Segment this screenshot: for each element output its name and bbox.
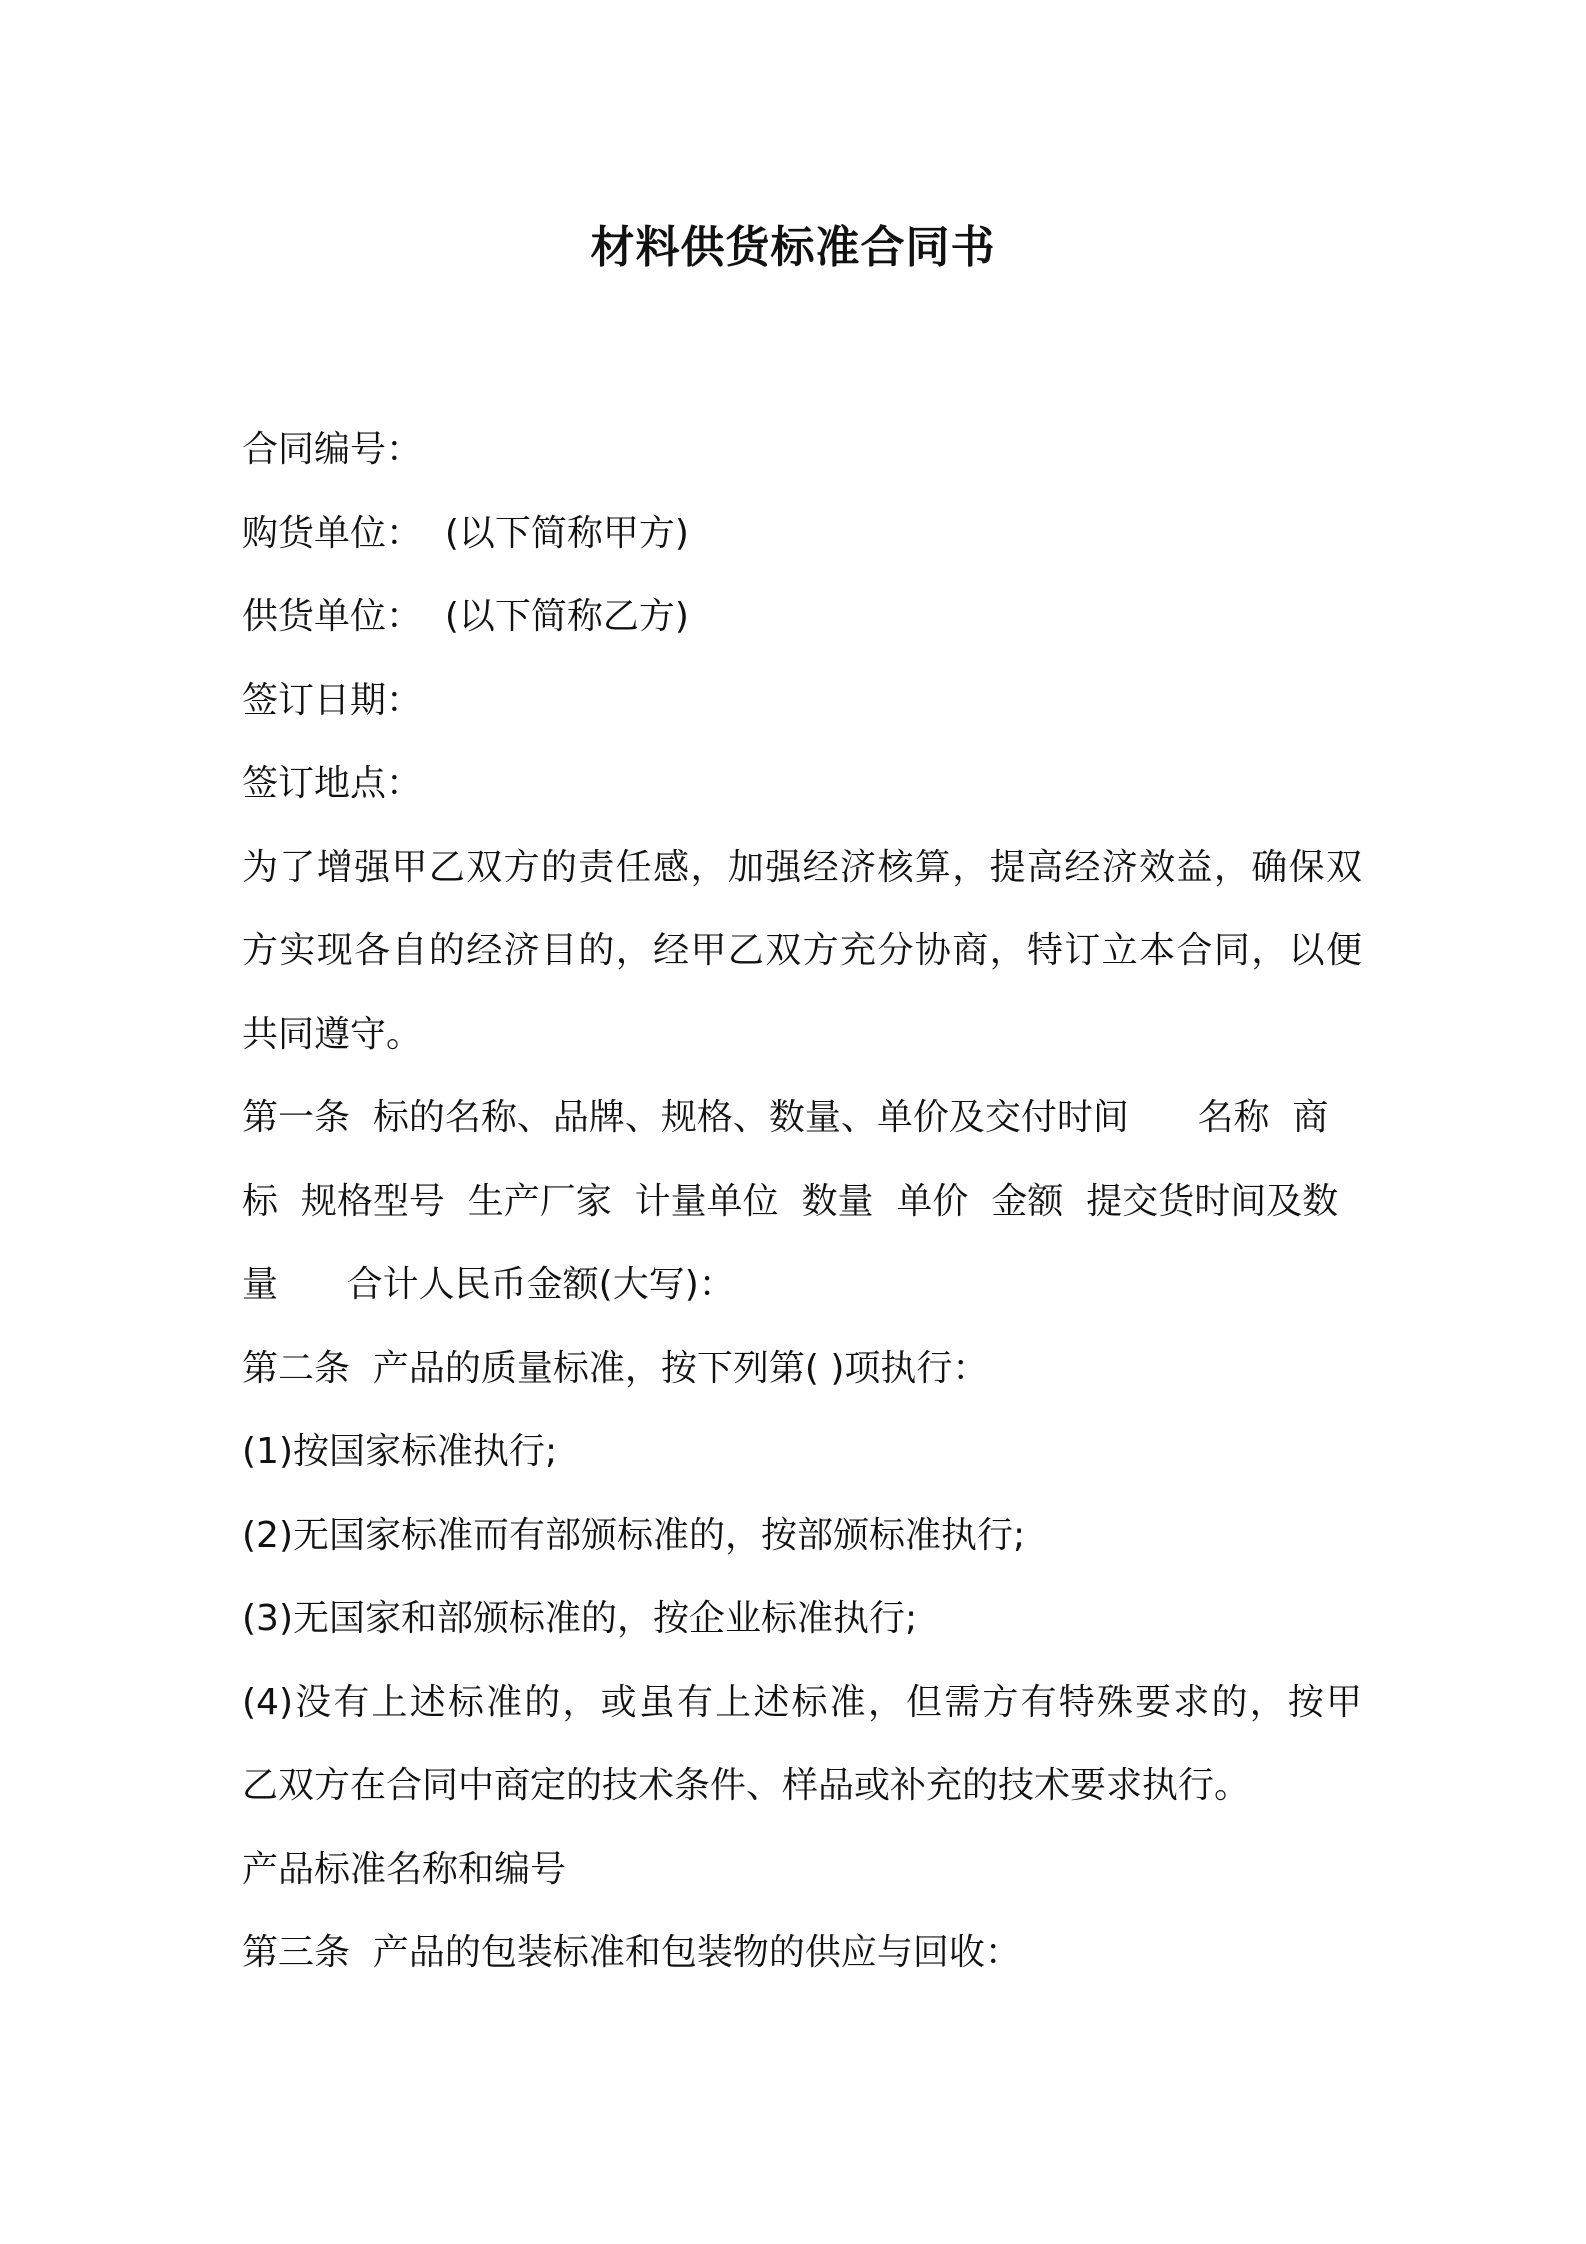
article-2-item-2: (2)无国家标准而有部颁标准的，按部颁标准执行; bbox=[242, 1514, 1026, 1556]
sign-place-line: 签订地点： bbox=[242, 763, 423, 804]
article-1-line-3: 量 合计人民币金额(大写)： bbox=[242, 1264, 735, 1305]
article-2-heading: 第二条 产品的质量标准，按下列第( )项执行： bbox=[242, 1347, 989, 1389]
preamble-line-3: 共同遵守。 bbox=[242, 1013, 423, 1055]
article-1-line-2: 标 规格型号 生产厂家 计量单位 数量 单价 金额 提交货时间及数 bbox=[242, 1180, 1339, 1222]
document-title: 材料供货标准合同书 bbox=[590, 222, 996, 273]
buyer-line: 购货单位： (以下简称甲方) bbox=[242, 512, 689, 554]
preamble-line-2: 方实现各自的经济目的，经甲乙双方充分协商，特订立本合同，以便 bbox=[242, 930, 1362, 971]
article-2-item-4-line-2: 乙双方在合同中商定的技术条件、样品或补充的技术要求执行。 bbox=[242, 1765, 1251, 1806]
article-3-heading: 第三条 产品的包装标准和包装物的供应与回收： bbox=[242, 1932, 1021, 1973]
sign-date-line: 签订日期： bbox=[242, 679, 423, 721]
product-standard-line: 产品标准名称和编号 bbox=[242, 1848, 567, 1890]
contract-number-line: 合同编号： bbox=[242, 429, 423, 470]
article-2-item-3: (3)无国家和部颁标准的，按企业标准执行; bbox=[242, 1598, 918, 1639]
article-2-item-4-line-1: (4)没有上述标准的，或虽有上述标准，但需方有特殊要求的，按甲 bbox=[242, 1681, 1362, 1723]
supplier-line: 供货单位： (以下简称乙方) bbox=[242, 596, 689, 637]
document-body bbox=[242, 408, 1362, 1995]
article-2-item-1: (1)按国家标准执行; bbox=[242, 1431, 558, 1472]
preamble-line-1: 为了增强甲乙双方的责任感，加强经济核算，提高经济效益，确保双 bbox=[242, 846, 1362, 888]
article-1-line-1: 第一条 标的名称、品牌、规格、数量、单价及交付时间 名称 商 bbox=[242, 1097, 1329, 1138]
